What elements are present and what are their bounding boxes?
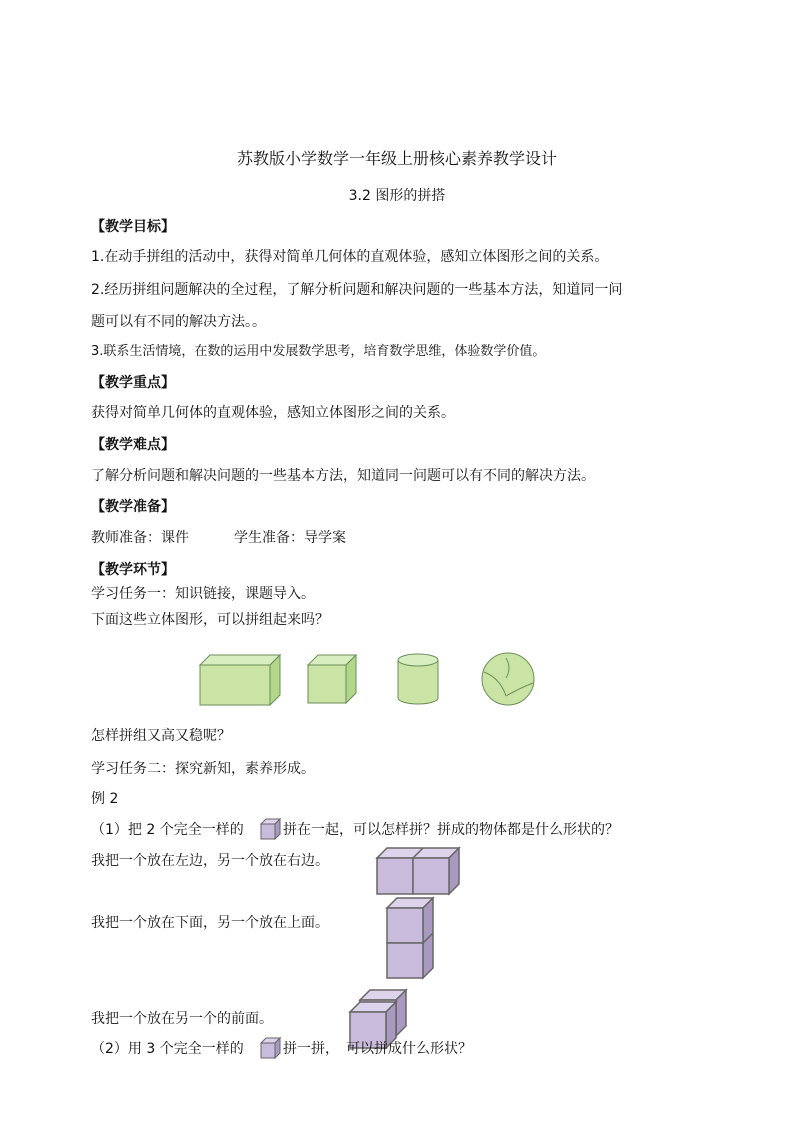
process-heading: 【教学环节】 [91,562,175,578]
question-part-2-after: 拼一拼， [283,1041,339,1057]
two-cubes-stacked-figure [385,896,441,982]
prep-teacher: 教师准备：课件 [91,530,189,546]
answer-3: 我把一个放在另一个的前面。 [91,1011,273,1027]
question-part-1-after: 拼在一起，可以怎样拼？拼成的物体都是什么形状的？ [283,822,619,838]
task-1: 学习任务一：知识链接，课题导入。 [91,586,315,602]
sphere-icon [482,653,534,705]
difficulty-text: 了解分析问题和解决问题的一些基本方法，知道同一问题可以有不同的解决方法。 [91,468,595,484]
small-cube-icon [260,818,282,840]
question-part-1-before: （1）把 2 个完全一样的 [91,822,244,838]
question-part-2-before: （2）用 3 个完全一样的 [91,1041,244,1057]
key-text: 获得对简单几何体的直观体验，感知立体图形之间的关系。 [91,405,455,421]
goal-2-line-2: 题可以有不同的解决方法。。 [91,314,266,330]
question-2: 怎样拼组又高又稳呢？ [91,728,231,744]
cuboid-icon [200,655,280,705]
prep-heading: 【教学准备】 [91,499,175,515]
small-cube-icon-2 [260,1037,282,1059]
difficulty-heading: 【教学难点】 [91,437,175,453]
answer-1: 我把一个放在左边，另一个放在右边。 [91,853,329,869]
two-cubes-side-by-side-figure [375,846,465,898]
goal-2-line-1: 2.经历拼组问题解决的全过程，了解分析问题和解决问题的一些基本方法，知道同一问 [91,282,623,298]
page-title: 苏教版小学数学一年级上册核心素养教学设计 [236,149,557,168]
goal-3: 3.联系生活情境，在数的运用中发展数学思考，培育数学思维，体验数学价值。 [91,344,546,359]
example-label: 例 2 [91,791,119,807]
page-subtitle: 3.2 图形的拼搭 [348,188,446,204]
cylinder-icon [398,654,438,704]
cube-icon [308,655,356,703]
solid-shapes-figure [190,650,550,710]
goal-1: 1.在动手拼组的活动中，获得对简单几何体的直观体验，感知立体图形之间的关系。 [91,249,609,265]
question-1: 下面这些立体图形，可以拼组起来吗？ [91,612,329,628]
goals-heading: 【教学目标】 [91,219,175,235]
key-heading: 【教学重点】 [91,375,175,391]
task-2: 学习任务二：探究新知，素养形成。 [91,761,315,777]
question-part-2-partial: 可以拼成什么形状？ [346,1041,472,1057]
answer-2: 我把一个放在下面，另一个放在上面。 [91,915,329,931]
prep-student: 学生准备：导学案 [234,530,346,546]
